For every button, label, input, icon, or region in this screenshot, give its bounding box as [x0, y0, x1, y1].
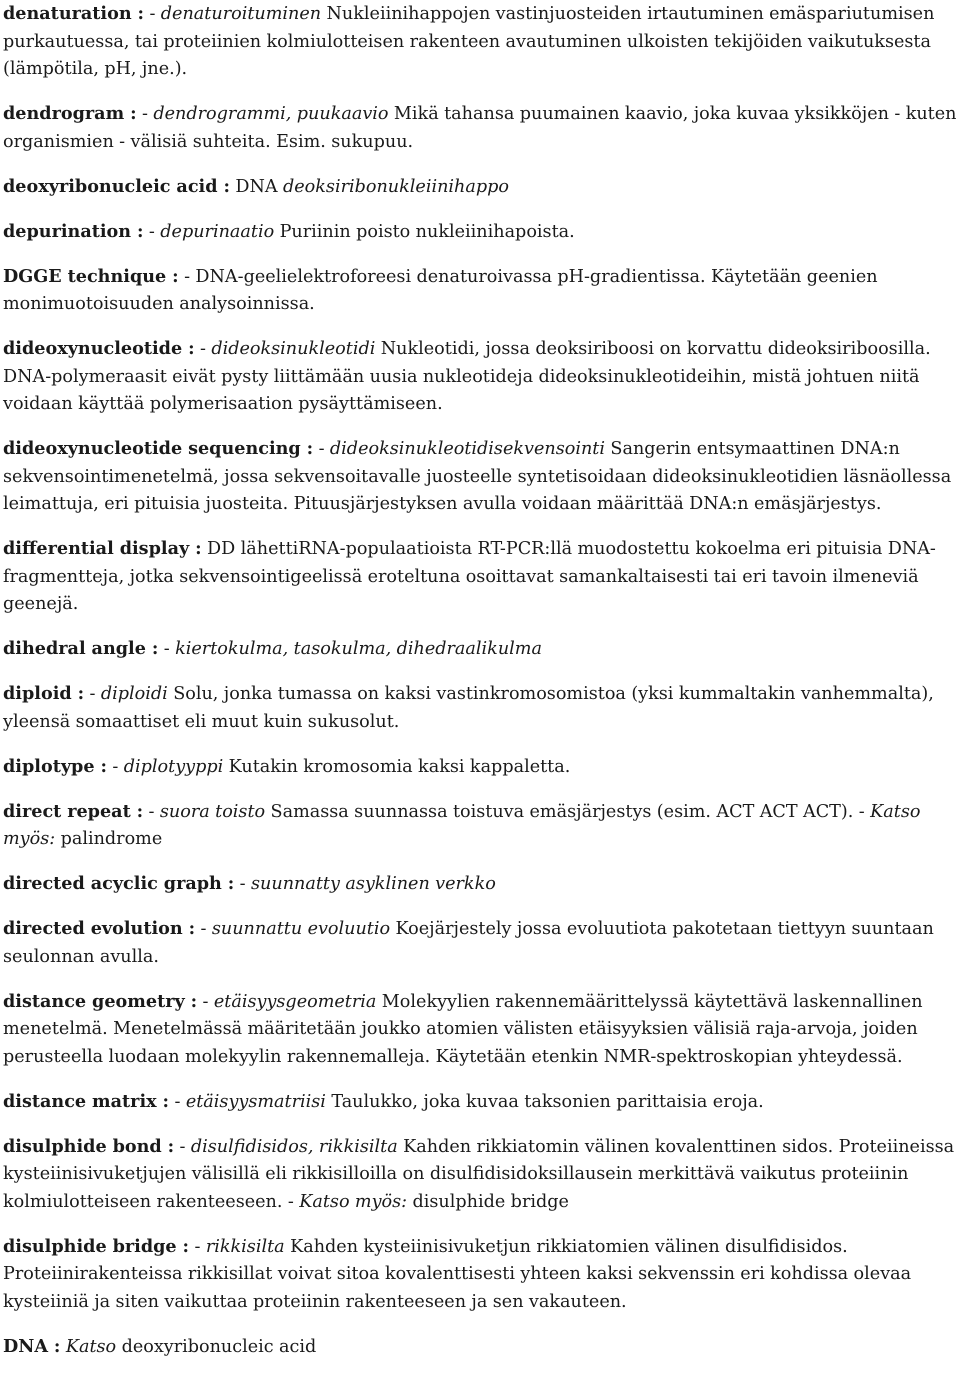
abbreviation: DNA — [235, 176, 278, 197]
dash: - — [194, 1236, 201, 1257]
translation: rikkisilta — [205, 1236, 285, 1257]
dash: - — [202, 991, 209, 1012]
definition: Kahden rikkiatomin välinen kovalenttinen sidos. Proteiineissa kysteiinisivuketjujen välisillä eli rikkisilloilla on disulfidisidoksillausein merkittävä vaikutus proteiinin kolmiulotteiseen rakenteeseen. - — [3, 1136, 955, 1212]
translation: dendrogrammi, puukaavio — [153, 104, 389, 124]
definition: Molekyylien rakennemäärittelyssä käytettävä laskennallinen menetelmä. Menetelmässä määritetään joukko atomien välisten etäisyyksien välisiä raja-arvoja, joiden perusteella luodaan molekyylin rakennemalleja. Käytetään etenkin NMR-spektroskopian yhteydessä. — [3, 991, 923, 1067]
term: DNA : — [3, 1335, 61, 1357]
term: dihedral angle : — [3, 638, 159, 659]
abbreviation: DD — [207, 539, 236, 559]
entry-direct-repeat — [3, 798, 957, 854]
translation: dideoksinukleotidisekvensointi — [329, 439, 605, 459]
term: diploid : — [3, 683, 85, 704]
entry-disulphide-bridge — [3, 1233, 957, 1317]
entry-differential-display — [3, 535, 957, 619]
see-also-link[interactable]: disulphide bridge — [412, 1191, 569, 1212]
entry-denaturation — [3, 0, 957, 84]
term: dendrogram : — [3, 103, 137, 124]
translation: kiertokulma, tasokulma, dihedraalikulma — [175, 639, 542, 659]
term: diplotype : — [3, 755, 107, 777]
entry-diploid — [3, 680, 957, 736]
entry-directed-evolution — [3, 915, 957, 971]
translation: suunnatty asyklinen verkko — [251, 874, 496, 894]
entry-dna — [3, 1333, 957, 1362]
definition: Taulukko, joka kuvaa taksonien parittaisia eroja. — [331, 1091, 764, 1112]
entry-dendrogram — [3, 100, 957, 156]
term: direct repeat : — [3, 800, 144, 822]
term: depurination : — [3, 220, 144, 242]
translation: disulfidisidos, rikkisilta — [190, 1136, 398, 1157]
dash: - — [149, 4, 156, 24]
definition: Solu, jonka tumassa on kaksi vastinkromosomistoa (yksi kummaltakin vanhemmalta), yleensä somaattiset eli muut kuin sukusolut. — [3, 684, 934, 732]
translation: dideoksinukleotidi — [211, 339, 376, 359]
dash: - — [112, 756, 119, 777]
term: directed acyclic graph : — [3, 873, 235, 894]
entry-dihedral-angle — [3, 635, 957, 664]
term: denaturation : — [3, 3, 145, 24]
definition: Nukleotidi, jossa deoksiriboosi on korvattu dideoksiriboosilla. DNA-polymeraasit eivät pysty liittämään uusia nukleotideja dideoksinukleotideihin, mistä johtuen niitä voidaan käyttää polymerisaation pysäyttämiseen. — [3, 339, 931, 414]
dash: - — [239, 874, 246, 894]
term: directed evolution : — [3, 918, 196, 939]
entry-distance-matrix — [3, 1088, 957, 1117]
term: disulphide bridge : — [3, 1235, 190, 1257]
dash: - — [89, 684, 96, 704]
dash: - — [184, 266, 191, 287]
entry-diplotype — [3, 753, 957, 782]
see-also-link[interactable]: palindrome — [60, 829, 163, 849]
definition: Samassa suunnassa toistuva emäsjärjestys (esim. ACT ACT ACT). - — [270, 801, 865, 822]
definition: Koejärjestely jossa evoluutiota pakotetaan tiettyyn suuntaan seulonnan avulla. — [3, 919, 934, 967]
term: disulphide bond : — [3, 1135, 175, 1157]
dash: - — [163, 639, 170, 659]
translation: suunnattu evoluutio — [211, 919, 391, 939]
dash: - — [179, 1136, 186, 1157]
entry-dideoxynucleotide-sequencing — [3, 435, 957, 519]
see-link[interactable]: deoxyribonucleic acid — [121, 1336, 317, 1357]
glossary — [3, 0, 957, 1361]
definition: DNA-geelielektroforeesi denaturoivassa pH-gradientissa. Käytetään geenien monimuotoisuuden analysoinnissa. — [3, 266, 878, 314]
translation: etäisyysgeometria — [213, 991, 377, 1012]
term: dideoxynucleotide sequencing : — [3, 438, 314, 459]
term: differential display : — [3, 538, 202, 559]
term: DGGE technique : — [3, 265, 179, 287]
entry-disulphide-bond — [3, 1133, 957, 1217]
entry-distance-geometry — [3, 988, 957, 1072]
entry-dideoxynucleotide — [3, 335, 957, 419]
term: dideoxynucleotide : — [3, 338, 195, 359]
translation: denaturoituminen — [160, 4, 322, 24]
entry-directed-acyclic-graph — [3, 870, 957, 899]
definition: Sangerin entsymaattinen DNA:n sekvensointimenetelmä, jossa sekvensoitavalle juosteelle syntetisoidaan dideoksinukleotidien läsnäollessa leimattuja, eri pituisia juosteita. Pituusjärjestyksen avulla voidaan määrittää DNA:n emäsjärjestys. — [3, 439, 952, 514]
definition: Kutakin kromosomia kaksi kappaletta. — [228, 756, 571, 777]
definition: lähettiRNA-populaatioista RT-PCR:llä muodostettu kokoelma eri pituisia DNA-fragmentteja, jotka sekvensointigeelissä eroteltuna osoittavat samankaltaisesti tai eri tavoin ilmeneviä geenejä. — [3, 539, 936, 614]
definition: Mikä tahansa puumainen kaavio, joka kuvaa yksikköjen - kuten organismien - välisiä suhteita. Esim. sukupuu. — [3, 104, 957, 152]
translation: suora toisto — [159, 801, 266, 822]
definition: Nukleiinihappojen vastinjuosteiden irtautuminen emäspariutumisen purkautuessa, tai proteiinien kolmiulotteisen rakenteen avautuminen ulkoisten tekijöiden vaikutuksesta (lämpötila, pH, jne.). — [3, 4, 935, 79]
dash: - — [199, 339, 206, 359]
see-also-label: Katso myös: — [3, 801, 921, 849]
translation: diploidi — [100, 684, 168, 704]
see-label: Katso — [65, 1336, 117, 1357]
see-also-label: Katso myös: — [299, 1191, 408, 1212]
definition: Kahden kysteiinisivuketjun rikkiatomien välinen disulfidisidos. Proteiinirakenteissa rikkisillat voivat sitoa kovalenttisesti yhteen kaksi sekvenssin eri kohdissa olevaa kysteiiniä ja siten vaikuttaa proteiinin rakenteeseen ja sen vakauteen. — [3, 1236, 912, 1312]
term: distance matrix : — [3, 1090, 170, 1112]
dash: - — [148, 801, 155, 822]
entry-depurination — [3, 218, 957, 247]
translation: depurinaatio — [160, 221, 275, 242]
entry-dgge-technique — [3, 263, 957, 319]
entry-deoxyribonucleic-acid — [3, 173, 957, 202]
term: deoxyribonucleic acid : — [3, 175, 230, 197]
definition: Puriinin poisto nukleiinihapoista. — [279, 221, 575, 242]
translation: deoksiribonukleiinihappo — [282, 176, 509, 197]
dash: - — [200, 919, 207, 939]
translation: diplotyyppi — [123, 756, 224, 777]
dash: - — [174, 1091, 181, 1112]
dash: - — [148, 221, 155, 242]
term: distance geometry : — [3, 990, 198, 1012]
dash: - — [142, 104, 148, 124]
translation: etäisyysmatriisi — [185, 1091, 326, 1112]
dash: - — [318, 439, 325, 459]
